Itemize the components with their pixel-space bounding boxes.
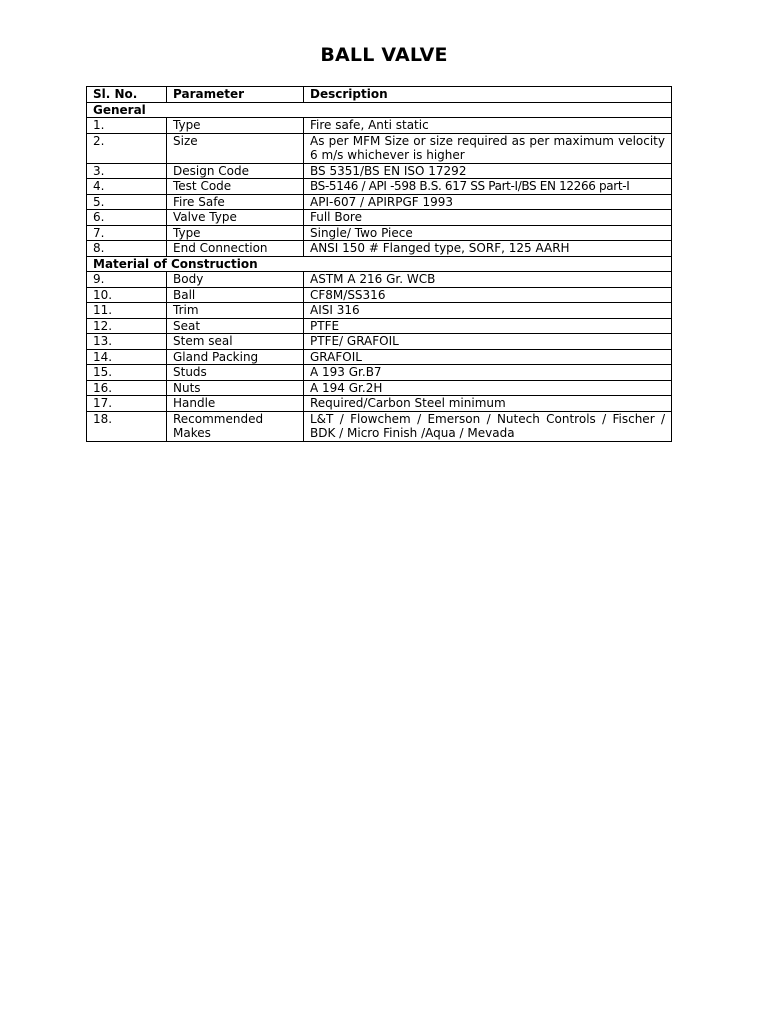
description-cell: CF8M/SS316 <box>304 287 672 303</box>
table-row <box>87 365 672 381</box>
table-row <box>87 241 672 257</box>
table-row <box>87 380 672 396</box>
table-row <box>87 303 672 319</box>
description-cell: PTFE <box>304 318 672 334</box>
table-row <box>87 272 672 288</box>
description-cell: ASTM A 216 Gr. WCB <box>304 272 672 288</box>
parameter-cell: Trim <box>167 303 304 319</box>
parameter-cell: Nuts <box>167 380 304 396</box>
description-cell: PTFE/ GRAFOIL <box>304 334 672 350</box>
section-label: General <box>87 102 672 118</box>
description-cell: Full Bore <box>304 210 672 226</box>
serial-number-cell: 14. <box>87 349 167 365</box>
section-label: Material of Construction <box>87 256 672 272</box>
serial-number-cell: 2. <box>87 133 167 163</box>
parameter-cell: Size <box>167 133 304 163</box>
table-row <box>87 318 672 334</box>
serial-number-cell: 16. <box>87 380 167 396</box>
parameter-cell: Type <box>167 118 304 134</box>
table-row <box>87 210 672 226</box>
parameter-cell: Type <box>167 225 304 241</box>
description-cell: A 193 Gr.B7 <box>304 365 672 381</box>
table-row <box>87 194 672 210</box>
parameter-cell: Seat <box>167 318 304 334</box>
description-cell: API-607 / APIRPGF 1993 <box>304 194 672 210</box>
header-parameter: Parameter <box>167 87 304 103</box>
parameter-cell: Recommended Makes <box>167 411 304 441</box>
parameter-cell: Test Code <box>167 179 304 195</box>
table-row <box>87 287 672 303</box>
parameter-cell: Gland Packing <box>167 349 304 365</box>
description-cell: GRAFOIL <box>304 349 672 365</box>
description-cell: ANSI 150 # Flanged type, SORF, 125 AARH <box>304 241 672 257</box>
header-description: Description <box>304 87 672 103</box>
serial-number-cell: 12. <box>87 318 167 334</box>
table-row <box>87 334 672 350</box>
parameter-cell: Ball <box>167 287 304 303</box>
serial-number-cell: 5. <box>87 194 167 210</box>
serial-number-cell: 3. <box>87 163 167 179</box>
table-row <box>87 179 672 195</box>
parameter-cell: Handle <box>167 396 304 412</box>
description-cell: A 194 Gr.2H <box>304 380 672 396</box>
header-row <box>87 87 672 103</box>
serial-number-cell: 18. <box>87 411 167 441</box>
table-row <box>87 118 672 134</box>
table-row <box>87 396 672 412</box>
table-row <box>87 133 672 163</box>
parameter-cell: Studs <box>167 365 304 381</box>
parameter-cell: Body <box>167 272 304 288</box>
parameter-cell: Fire Safe <box>167 194 304 210</box>
description-cell: AISI 316 <box>304 303 672 319</box>
table-row <box>87 163 672 179</box>
description-cell: BS-5146 / API -598 B.S. 617 SS Part-I/BS EN 12266 part-I <box>304 179 672 195</box>
section-row-general <box>87 102 672 118</box>
table-body <box>87 102 672 441</box>
serial-number-cell: 8. <box>87 241 167 257</box>
serial-number-cell: 1. <box>87 118 167 134</box>
description-cell: Single/ Two Piece <box>304 225 672 241</box>
serial-number-cell: 10. <box>87 287 167 303</box>
serial-number-cell: 7. <box>87 225 167 241</box>
description-cell: Required/Carbon Steel minimum <box>304 396 672 412</box>
description-cell: L&T / Flowchem / Emerson / Nutech Controls / Fischer / BDK / Micro Finish /Aqua / Mevada <box>304 411 672 441</box>
specification-table <box>86 86 672 442</box>
serial-number-cell: 4. <box>87 179 167 195</box>
description-cell: Fire safe, Anti static <box>304 118 672 134</box>
description-cell: BS 5351/BS EN ISO 17292 <box>304 163 672 179</box>
table-header <box>87 87 672 103</box>
parameter-cell: Design Code <box>167 163 304 179</box>
table-row <box>87 225 672 241</box>
table-row <box>87 349 672 365</box>
parameter-cell: End Connection <box>167 241 304 257</box>
table-row <box>87 411 672 441</box>
serial-number-cell: 11. <box>87 303 167 319</box>
serial-number-cell: 13. <box>87 334 167 350</box>
serial-number-cell: 17. <box>87 396 167 412</box>
section-row-material-of-construction <box>87 256 672 272</box>
description-cell: As per MFM Size or size required as per maximum velocity 6 m/s whichever is higher <box>304 133 672 163</box>
header-serial-number: Sl. No. <box>87 87 167 103</box>
serial-number-cell: 9. <box>87 272 167 288</box>
parameter-cell: Valve Type <box>167 210 304 226</box>
serial-number-cell: 15. <box>87 365 167 381</box>
document-title: BALL VALVE <box>320 44 448 66</box>
serial-number-cell: 6. <box>87 210 167 226</box>
parameter-cell: Stem seal <box>167 334 304 350</box>
